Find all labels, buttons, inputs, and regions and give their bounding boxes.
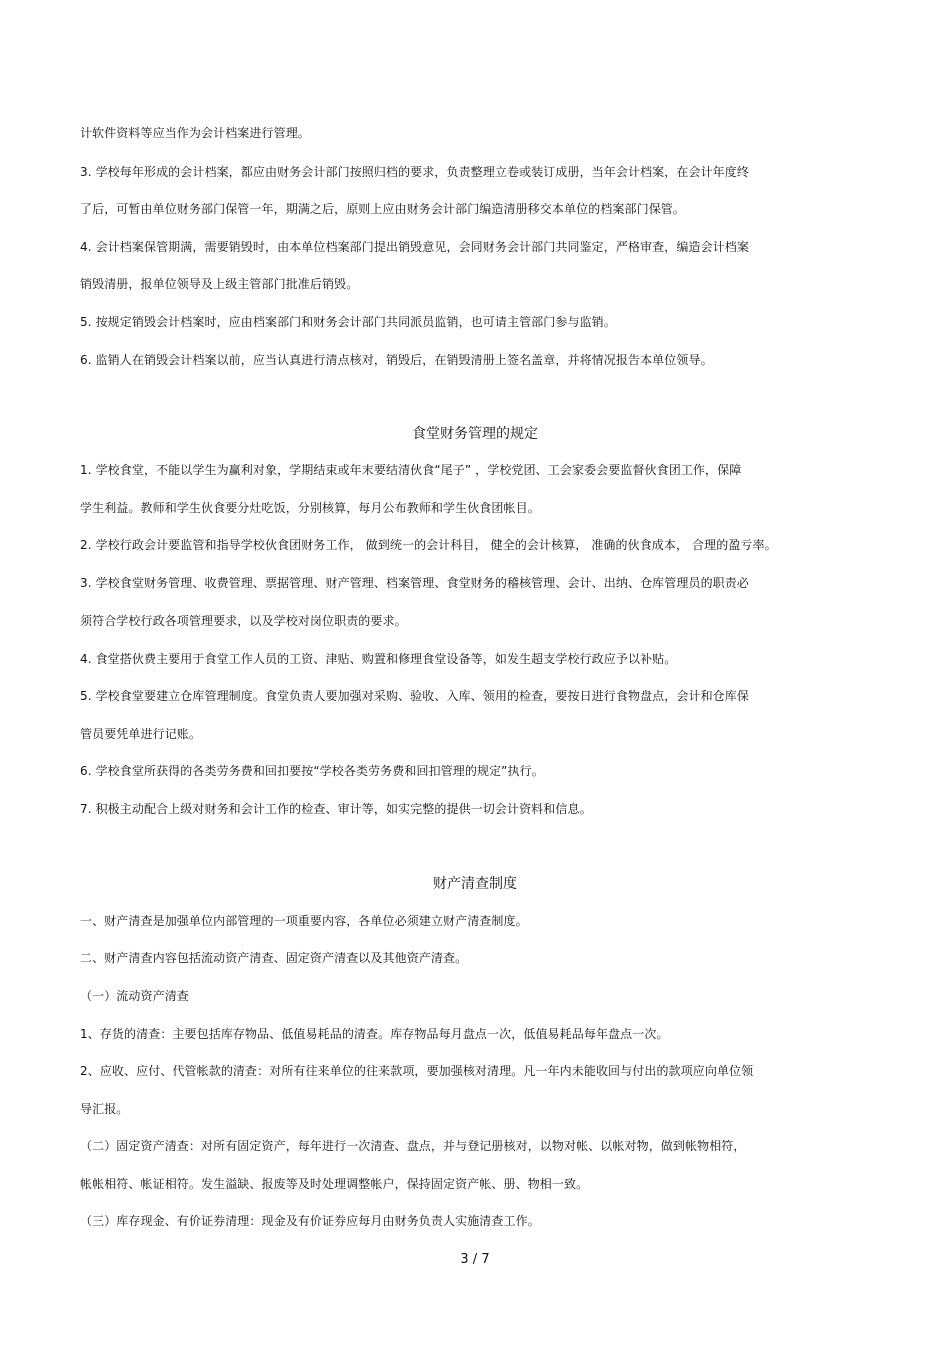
paragraph-line: 须符合学校行政各项管理要求，以及学校对岗位职责的要求。 [80,614,407,628]
paragraph-line: 导汇报。 [80,1102,129,1116]
paragraph-line: 2、应收、应付、代管帐款的清查：对所有往来单位的往来款项，要加强核对清理。凡一年内未能收回与付出的款项应向单位领 [80,1064,754,1078]
paragraph-line: 3. 学校食堂财务管理、收费管理、票据管理、财产管理、档案管理、食堂财务的稽核管理、会计、出纳、仓库管理员的职责必 [80,576,749,590]
paragraph-line: 二、财产清查内容包括流动资产清查、固定资产清查以及其他资产清查。 [80,951,468,965]
paragraph-line: （二）固定资产清查：对所有固定资产，每年进行一次清查、盘点，并与登记册核对，以物对帐、以帐对物，做到帐物相符， [80,1139,746,1153]
paragraph-line: 1. 学校食堂，不能以学生为赢利对象，学期结束或年末要结清伙食“尾子” ，学校党团、工会家委会要监督伙食团工作，保障 [80,463,742,477]
paragraph-line: 4. 食堂搭伙费主要用于食堂工作人员的工资、津贴、购置和修理食堂设备等，如发生超支学校行政应予以补贴。 [80,652,677,666]
paragraph-line: 6. 监销人在销毁会计档案以前，应当认真进行清点核对，销毁后，在销毁清册上签名盖章，并将情况报告本单位领导。 [80,353,713,367]
section-title: 食堂财务管理的规定 [412,426,538,442]
paragraph-line: 1、存货的清查：主要包括库存物品、低值易耗品的清查。库存物品每月盘点一次，低值易耗品每年盘点一次。 [80,1027,669,1041]
paragraph-line: 3. 学校每年形成的会计档案，都应由财务会计部门按照归档的要求，负责整理立卷或装订成册，当年会计档案，在会计年度终 [80,165,749,179]
paragraph-line: 学生利益。教师和学生伙食要分灶吃饭，分别核算，每月公布教师和学生伙食团帐目。 [80,501,540,515]
paragraph-line: 5. 学校食堂要建立仓库管理制度。食堂负责人要加强对采购、验收、入库、领用的检查，要按日进行食物盘点，会计和仓库保 [80,689,749,703]
paragraph-line: 管员要凭单进行记账。 [80,727,202,741]
paragraph-line: 6. 学校食堂所获得的各类劳务费和回扣要按“学校各类劳务费和回扣管理的规定”执行。 [80,764,544,778]
section-title: 财产清查制度 [433,876,517,892]
paragraph-line: （三）库存现金、有价证券清理：现金及有价证券应每月由财务负责人实施清查工作。 [80,1214,540,1228]
paragraph-line: 销毁清册，报单位领导及上级主管部门批准后销毁。 [80,277,359,291]
paragraph-line: 5. 按规定销毁会计档案时，应由档案部门和财务会计部门共同派员监销，也可请主管部门参与监销。 [80,315,616,329]
paragraph-line: 帐帐相符、帐证相符。发生溢缺、报废等及时处理调整帐户，保持固定资产帐、册、物相一致。 [80,1177,589,1191]
paragraph-line: 4. 会计档案保管期满，需要销毁时，由本单位档案部门提出销毁意见，会同财务会计部门共同鉴定，严格审查，编造会计档案 [80,240,749,254]
page-number: 3 / 7 [460,1252,490,1267]
paragraph-line: （一）流动资产清查 [80,989,189,1003]
paragraph-line: 2. 学校行政会计要监管和指导学校伙食团财务工作， 做到统一的会计科目， 健全的会计核算， 准确的伙食成本， 合理的盈亏率。 [80,538,777,552]
paragraph-line: 一、财产清查是加强单位内部管理的一项重要内容，各单位必须建立财产清查制度。 [80,914,528,928]
paragraph-line: 了后，可暂由单位财务部门保管一年，期满之后，原则上应由财务会计部门编造清册移交本单位的档案部门保管。 [80,202,686,216]
paragraph-line: 7. 积极主动配合上级对财务和会计工作的检查、审计等，如实完整的提供一切会计资料和信息。 [80,802,592,816]
paragraph-line: 计软件资料等应当作为会计档案进行管理。 [80,126,310,140]
